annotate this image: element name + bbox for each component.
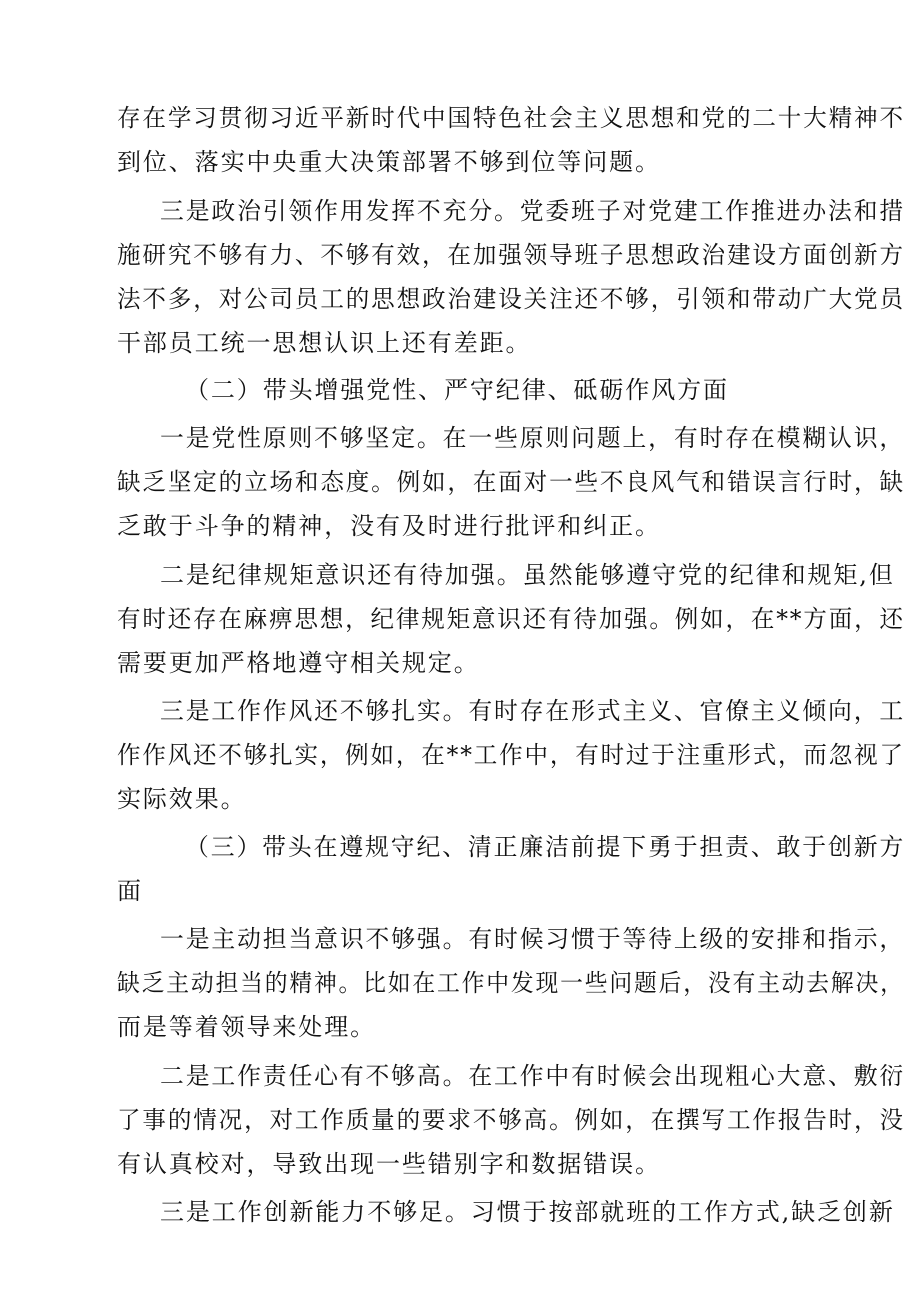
paragraph-line: 需要更加严格地遵守相关规定。: [117, 649, 480, 677]
paragraph-line: 二是纪律规矩意识还有待加强。虽然能够遵守党的纪律和规矩,但: [160, 561, 895, 589]
paragraph-line: 二是工作责任心有不够高。在工作中有时候会出现粗心大意、敷衍: [160, 1062, 906, 1090]
paragraph-line: 乏敢于斗争的精神，没有及时进行批评和纠正。: [117, 512, 661, 540]
section-heading: （二）带头增强党性、严守纪律、砥砺作风方面: [185, 376, 729, 404]
paragraph-line: 三是工作作风还不够扎实。有时存在形式主义、官僚主义倾向，工: [160, 697, 906, 725]
section-heading: （三）带头在遵规守纪、清正廉洁前提下勇于担责、敢于创新方: [185, 833, 906, 861]
paragraph-line: 而是等着领导来处理。: [117, 1013, 376, 1041]
paragraph-line: 缺乏主动担当的精神。比如在工作中发现一些问题后，没有主动去解决，: [117, 969, 905, 997]
paragraph-line: 有时还存在麻痹思想，纪律规矩意识还有待加强。例如，在**方面，还: [117, 605, 905, 633]
paragraph-line: 实际效果。: [117, 785, 247, 813]
paragraph-line: 缺乏坚定的立场和态度。例如，在面对一些不良风气和错误言行时，缺: [117, 468, 905, 496]
paragraph-line: 干部员工统一思想认识上还有差距。: [117, 329, 532, 357]
paragraph-line: 有认真校对，导致出现一些错别字和数据错误。: [117, 1150, 661, 1178]
paragraph-line: 到位、落实中央重大决策部署不够到位等问题。: [117, 148, 661, 176]
paragraph-line: 施研究不够有力、不够有效，在加强领导班子思想政治建设方面创新方: [117, 241, 905, 269]
paragraph-line: 法不多，对公司员工的思想政治建设关注还不够，引领和带动广大党员: [117, 285, 905, 313]
paragraph-line: 存在学习贯彻习近平新时代中国特色社会主义思想和党的二十大精神不: [117, 104, 905, 132]
paragraph-line: 了事的情况，对工作质量的要求不够高。例如，在撰写工作报告时，没: [117, 1106, 905, 1134]
paragraph-line: 三是政治引领作用发挥不充分。党委班子对党建工作推进办法和措: [160, 197, 906, 225]
paragraph-line: 三是工作创新能力不够足。习惯于按部就班的工作方式,缺乏创新: [160, 1198, 895, 1226]
section-heading-continuation: 面: [117, 877, 143, 905]
paragraph-line: 一是主动担当意识不够强。有时候习惯于等待上级的安排和指示，: [160, 925, 906, 953]
paragraph-line: 一是党性原则不够坚定。在一些原则问题上，有时存在模糊认识，: [160, 424, 906, 452]
paragraph-line: 作作风还不够扎实，例如，在**工作中，有时过于注重形式，而忽视了: [117, 741, 905, 769]
